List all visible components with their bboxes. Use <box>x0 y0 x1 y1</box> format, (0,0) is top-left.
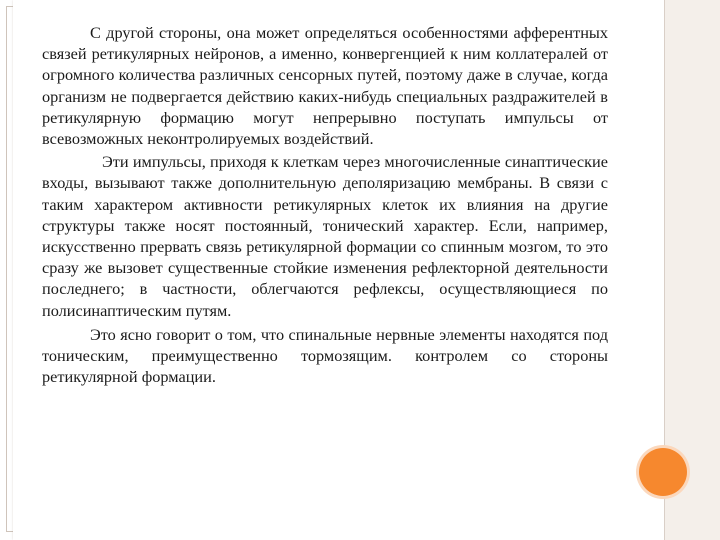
paragraph-3: Это ясно говорит о том, что спинальные нервные элементы находятся под тоническим, преимущественно тормозящим. контролем со стороны ретикулярной формации. <box>42 324 608 387</box>
decorative-orange-circle <box>639 448 687 496</box>
slide-body <box>42 22 608 387</box>
paragraph-1: С другой стороны, она может определяться особенностями афферентных связей ретикулярных нейронов, а именно, конвергенцией к ним коллатералей от огромного количества различных сенсорных путей, поэтому даже в случае, когда организм не подвергается действию каких-нибудь специальных раздражителей в ретикулярную формацию могут непрерывно поступать импульсы от всевозможных неконтролируемых воздействий. <box>42 23 608 149</box>
paragraph-2: Эти импульсы, приходя к клеткам через многочисленные синаптические входы, вызывают также дополнительную деполяризацию мембраны. В связи с таким характером активности ретикулярных клеток их влияния на другие структуры также носят постоянный, тонический характер. Если, например, искусственно прервать связь ретикулярной формации со спинным мозгом, то это сразу же вызовет существенные стойкие изменения рефлекторной деятельности последнего; в частности, облегчаются рефлексы, осуществляющиеся по полисинаптическим путям. <box>42 152 608 320</box>
